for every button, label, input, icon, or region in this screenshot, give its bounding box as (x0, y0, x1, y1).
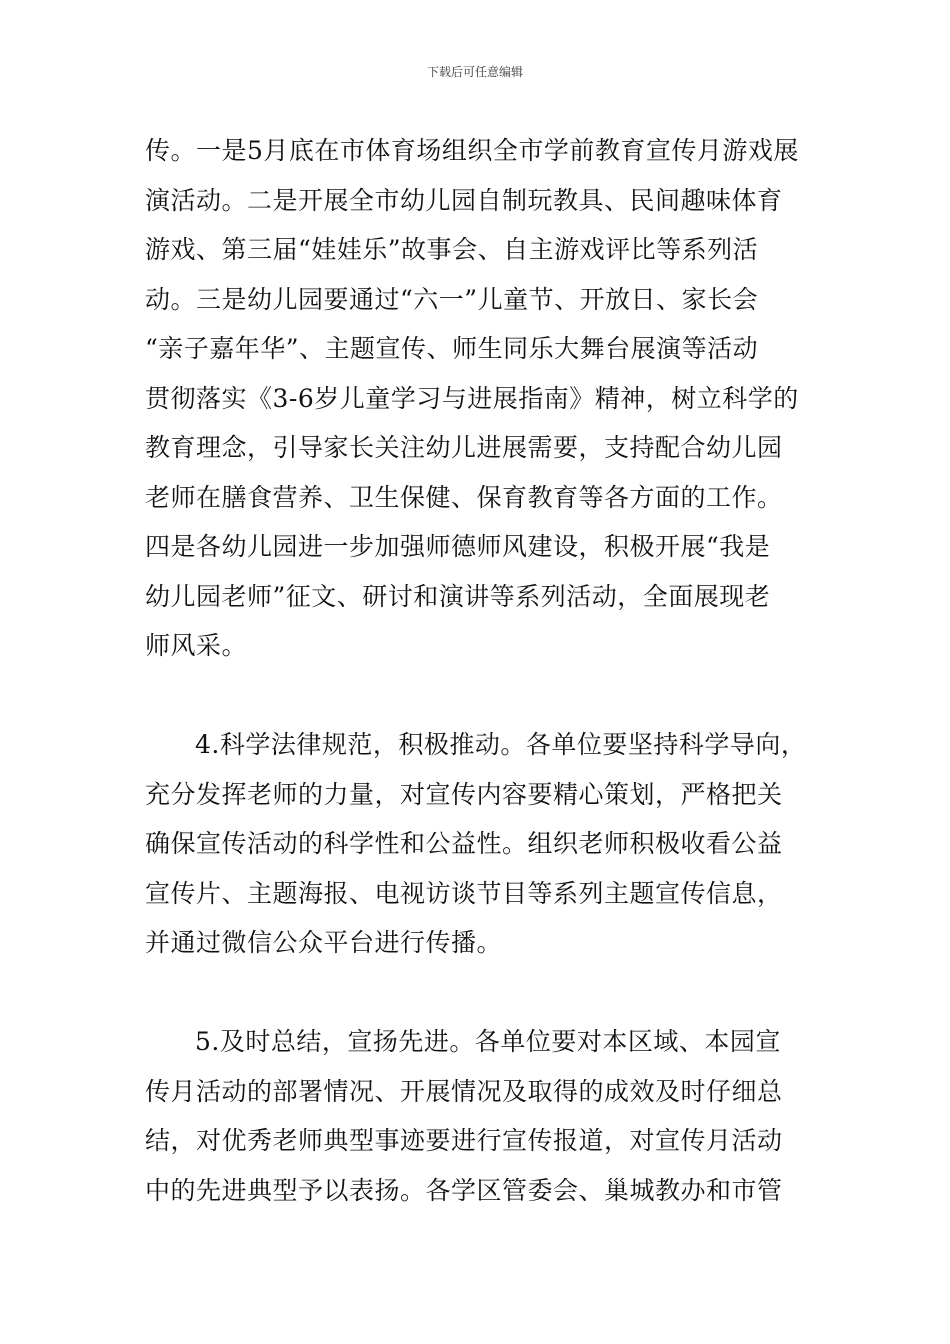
paragraph-activities (145, 126, 815, 671)
text-line: 充分发挥老师的力量，对宣传内容要精心策划，严格把关 (145, 779, 783, 809)
text-line: 教育理念，引导家长关注幼儿进展需要，支持配合幼儿园 (145, 433, 783, 462)
text-line: 传。一是5月底在市体育场组织全市学前教育宣传月游戏展 (145, 136, 799, 165)
paragraph-spacer (145, 671, 815, 721)
text-line: 老师在膳食营养、卫生保健、保育教育等各方面的工作。 (145, 482, 783, 512)
text-line: 5.及时总结，宣扬先进。各单位要对本区域、本园宣 (195, 1027, 781, 1056)
text-line: 并通过微信公众平台进行传播。 (145, 928, 503, 957)
text-line: 传月活动的部署情况、开展情况及取得的成效及时仔细总 (145, 1076, 783, 1106)
paragraph-item-5 (145, 1017, 815, 1215)
paragraph-spacer (145, 968, 815, 1018)
text-line: 动。三是幼儿园要通过“六一”儿童节、开放日、家长会 (145, 284, 759, 314)
page-header: 下载后可任意编辑 (426, 65, 523, 79)
paragraph-item-4 (145, 720, 815, 968)
text-line: 4.科学法律规范，积极推动。各单位要坚持科学导向， (195, 730, 807, 759)
text-line: 演活动。二是开展全市幼儿园自制玩教具、民间趣味体育 (145, 185, 783, 215)
text-line: 贯彻落实《3-6岁儿童学习与进展指南》精神，树立科学的 (145, 383, 799, 413)
text-line: 确保宣传活动的科学性和公益性。组织老师积极收看公益 (145, 829, 783, 858)
text-line: 师风采。 (145, 631, 248, 660)
document-body (145, 126, 815, 1215)
text-line: “亲子嘉年华”、主题宣传、师生同乐大舞台展演等活动 (145, 334, 759, 363)
text-line: 宣传片、主题海报、电视访谈节目等系列主题宣传信息， (145, 878, 783, 908)
text-line: 游戏、第三届“娃娃乐”故事会、自主游戏评比等系列活 (145, 235, 759, 264)
text-line: 结，对优秀老师典型事迹要进行宣传报道，对宣传月活动 (145, 1126, 783, 1155)
text-line: 幼儿园老师”征文、研讨和演讲等系列活动，全面展现老 (145, 581, 771, 611)
text-line: 中的先进典型予以表扬。各学区管委会、巢城教办和市管 (145, 1175, 783, 1205)
text-line: 四是各幼儿园进一步加强师德师风建设，积极开展“我是 (145, 532, 771, 561)
